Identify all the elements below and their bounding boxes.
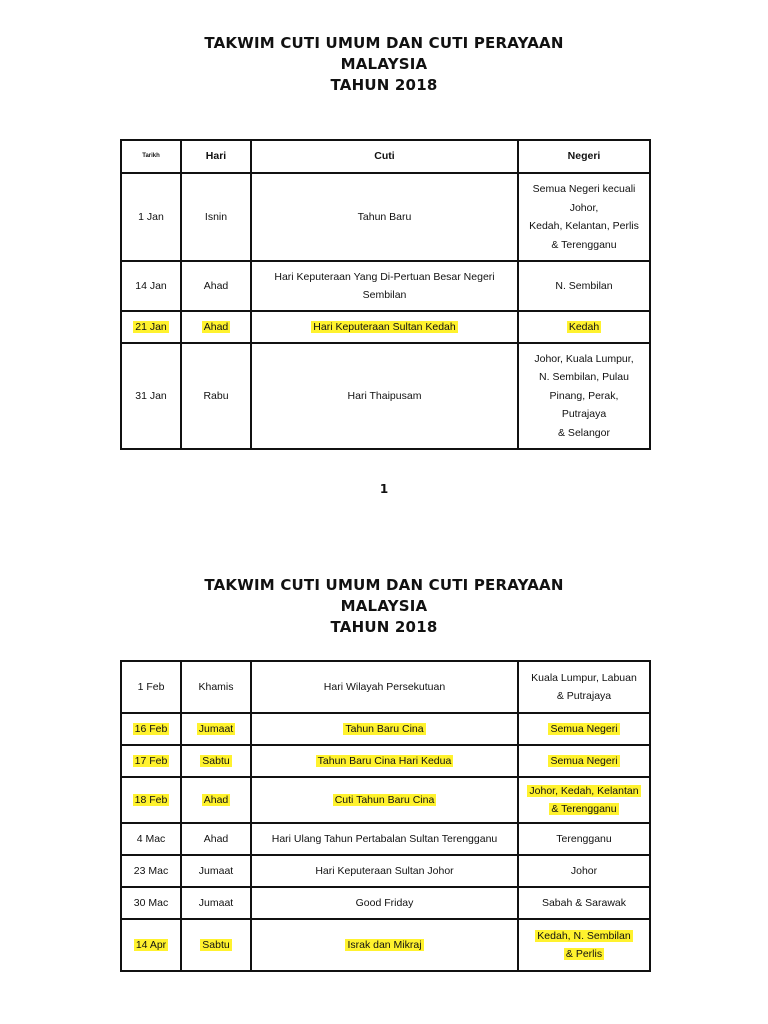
date-cell xyxy=(121,823,181,855)
state-cell-text: Semua Negeri xyxy=(550,722,618,735)
title-line: MALAYSIA xyxy=(340,55,428,73)
holiday-cell xyxy=(251,343,518,449)
day-cell-text: Rabu xyxy=(203,389,229,402)
state-cell-text: & Selangor xyxy=(558,426,610,439)
holiday-cell xyxy=(251,261,518,311)
table-row xyxy=(121,745,650,777)
holiday-cell xyxy=(251,823,518,855)
holiday-cell xyxy=(251,887,518,919)
table-row xyxy=(121,887,650,919)
holiday-cell xyxy=(251,919,518,971)
state-cell xyxy=(518,311,650,343)
date-cell xyxy=(121,713,181,745)
holiday-cell-text: Hari Thaipusam xyxy=(347,389,422,402)
state-cell-text: Semua Negeri xyxy=(550,754,618,767)
holiday-cell-text: Tahun Baru Cina Hari Kedua xyxy=(317,754,452,767)
holiday-table-page1 xyxy=(120,139,651,450)
table-row xyxy=(121,855,650,887)
state-cell xyxy=(518,777,650,823)
day-cell xyxy=(181,311,251,343)
holiday-cell-text: Sembilan xyxy=(362,289,407,301)
table-row xyxy=(121,713,650,745)
holiday-cell-text: Hari Keputeraan Yang Di-Pertuan Besar Negeri xyxy=(274,270,495,283)
holiday-cell xyxy=(251,777,518,823)
state-cell-text: Terengganu xyxy=(556,832,612,845)
table-row xyxy=(121,261,650,311)
state-cell-text: & Perlis xyxy=(565,948,603,960)
holiday-cell xyxy=(251,713,518,745)
state-cell-text: N. Sembilan xyxy=(555,279,613,292)
holiday-cell-text: Hari Wilayah Persekutuan xyxy=(323,680,446,693)
date-cell-text: 21 Jan xyxy=(135,320,167,333)
title-line: TAKWIM CUTI UMUM DAN CUTI PERAYAAN xyxy=(204,576,564,594)
state-cell-text: Johor, xyxy=(569,201,599,214)
state-cell xyxy=(518,661,650,713)
date-cell xyxy=(121,343,181,449)
date-cell xyxy=(121,173,181,261)
state-cell xyxy=(518,173,650,261)
state-cell-text: Sabah & Sarawak xyxy=(541,896,627,909)
holiday-cell-text: Hari Keputeraan Sultan Kedah xyxy=(313,320,456,333)
date-cell-text: 17 Feb xyxy=(134,754,168,767)
holiday-cell xyxy=(251,855,518,887)
header-tarikh: Tarikh xyxy=(121,140,181,173)
table-row xyxy=(121,777,650,823)
day-cell xyxy=(181,887,251,919)
holiday-cell xyxy=(251,661,518,713)
state-cell-text: Pinang, Perak, xyxy=(549,389,619,402)
day-cell-text: Ahad xyxy=(203,793,229,806)
header-negeri: Negeri xyxy=(518,140,650,173)
table-row xyxy=(121,661,650,713)
state-cell xyxy=(518,261,650,311)
title-line: TAHUN 2018 xyxy=(330,76,438,94)
state-cell-text: Kedah, Kelantan, Perlis xyxy=(529,220,639,232)
day-cell-text: Jumaat xyxy=(198,896,234,909)
holiday-cell-text: Hari Keputeraan Sultan Johor xyxy=(315,864,454,877)
state-cell xyxy=(518,919,650,971)
date-cell xyxy=(121,261,181,311)
state-cell xyxy=(518,713,650,745)
day-cell-text: Sabtu xyxy=(202,754,230,767)
holiday-cell-text: Israk dan Mikraj xyxy=(347,938,422,951)
day-cell-text: Ahad xyxy=(203,279,229,292)
header-cuti: Cuti xyxy=(251,140,518,173)
state-cell-text: Semua Negeri kecuali xyxy=(532,183,636,195)
date-cell-text: 18 Feb xyxy=(134,793,168,806)
date-cell-text: 16 Feb xyxy=(134,722,168,735)
state-cell-text: N. Sembilan, Pulau xyxy=(539,371,629,384)
holiday-cell-text: Tahun Baru Cina xyxy=(345,722,424,735)
date-cell-text: 4 Mac xyxy=(136,832,166,845)
header-hari: Hari xyxy=(181,140,251,173)
state-cell xyxy=(518,887,650,919)
table-row xyxy=(121,311,650,343)
state-cell xyxy=(518,823,650,855)
day-cell-text: Jumaat xyxy=(198,722,234,735)
date-cell-text: 30 Mac xyxy=(133,896,169,909)
state-cell-text: Kuala Lumpur, Labuan xyxy=(531,671,637,684)
day-cell xyxy=(181,777,251,823)
day-cell-text: Khamis xyxy=(198,680,234,693)
day-cell-text: Ahad xyxy=(203,320,229,333)
day-cell xyxy=(181,173,251,261)
holiday-cell-text: Cuti Tahun Baru Cina xyxy=(334,793,435,806)
state-cell-text: Kedah xyxy=(568,320,600,333)
state-cell-text: Kedah, N. Sembilan xyxy=(537,929,631,942)
date-cell xyxy=(121,661,181,713)
holiday-table-page2 xyxy=(120,660,651,972)
page1-title xyxy=(0,33,768,96)
date-cell xyxy=(121,919,181,971)
day-cell xyxy=(181,343,251,449)
holiday-cell-text: Good Friday xyxy=(355,896,414,909)
state-cell-text: Johor, Kuala Lumpur, xyxy=(534,352,634,365)
holiday-cell-text: Hari Ulang Tahun Pertabalan Sultan Terengganu xyxy=(271,832,498,845)
table-row xyxy=(121,343,650,449)
page-number: 1 xyxy=(379,482,389,496)
day-cell xyxy=(181,745,251,777)
date-cell-text: 1 Feb xyxy=(137,680,165,693)
table-body xyxy=(121,661,650,971)
title-line: TAKWIM CUTI UMUM DAN CUTI PERAYAAN xyxy=(204,34,564,52)
holiday-cell-text: Tahun Baru xyxy=(357,210,412,223)
day-cell xyxy=(181,661,251,713)
day-cell-text: Isnin xyxy=(204,210,228,223)
day-cell xyxy=(181,713,251,745)
date-cell-text: 14 Apr xyxy=(135,938,167,951)
holiday-cell xyxy=(251,173,518,261)
day-cell xyxy=(181,855,251,887)
state-cell-text: Johor, Kedah, Kelantan xyxy=(529,784,639,797)
page2-title xyxy=(0,575,768,638)
state-cell-text: & Terengganu xyxy=(551,803,617,815)
day-cell-text: Sabtu xyxy=(202,938,230,951)
date-cell-text: 1 Jan xyxy=(138,210,164,223)
state-cell xyxy=(518,745,650,777)
title-line: TAHUN 2018 xyxy=(330,618,438,636)
date-cell-text: 31 Jan xyxy=(135,389,167,402)
state-cell-text: Putrajaya xyxy=(561,408,607,421)
date-cell xyxy=(121,887,181,919)
table-row xyxy=(121,919,650,971)
state-cell xyxy=(518,855,650,887)
title-line: MALAYSIA xyxy=(340,597,428,615)
date-cell xyxy=(121,855,181,887)
date-cell xyxy=(121,745,181,777)
date-cell xyxy=(121,311,181,343)
state-cell-text: Johor xyxy=(570,864,598,877)
table-row xyxy=(121,173,650,261)
day-cell-text: Ahad xyxy=(203,832,229,845)
day-cell-text: Jumaat xyxy=(198,864,234,877)
table-row xyxy=(121,823,650,855)
date-cell xyxy=(121,777,181,823)
date-cell-text: 14 Jan xyxy=(135,279,167,292)
table-body xyxy=(121,173,650,449)
holiday-cell xyxy=(251,311,518,343)
day-cell xyxy=(181,823,251,855)
date-cell-text: 23 Mac xyxy=(133,864,169,877)
holiday-cell xyxy=(251,745,518,777)
day-cell xyxy=(181,919,251,971)
state-cell xyxy=(518,343,650,449)
state-cell-text: & Putrajaya xyxy=(556,690,612,702)
state-cell-text: & Terengganu xyxy=(551,238,617,251)
day-cell xyxy=(181,261,251,311)
